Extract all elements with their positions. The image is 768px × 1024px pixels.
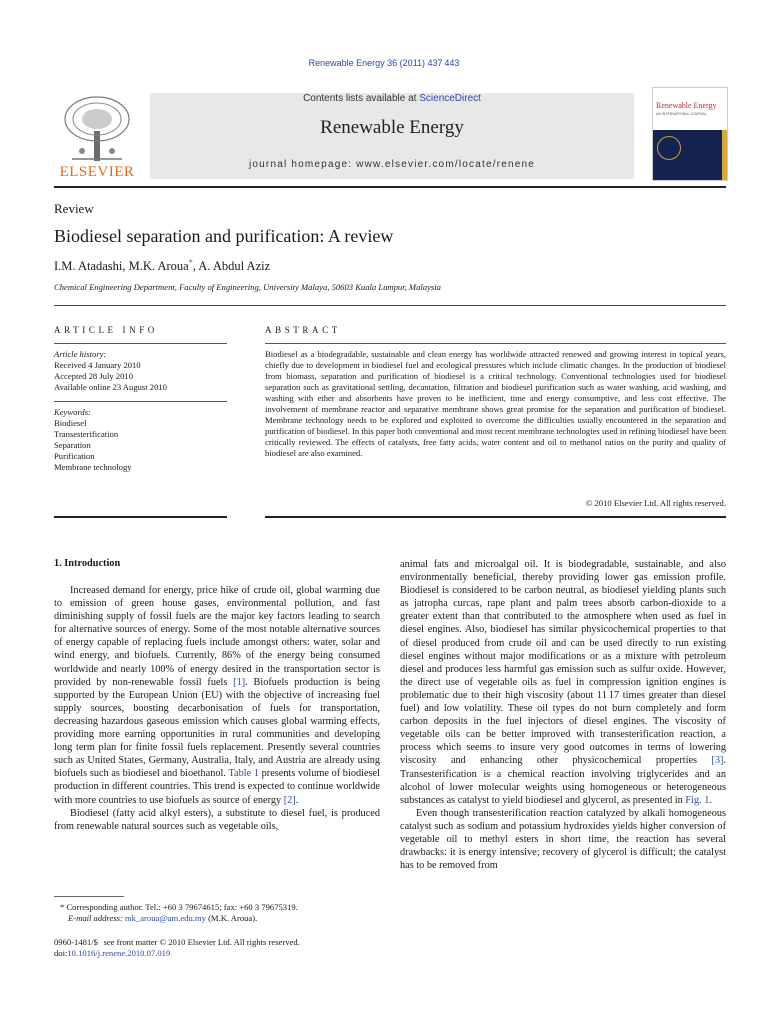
article-history bbox=[54, 349, 227, 393]
footnote-rule bbox=[54, 896, 124, 897]
corresponding-author-note: * Corresponding author. Tel.: +60 3 79674615; fax: +60 3 79675319. bbox=[60, 902, 298, 912]
article-info-heading: ARTICLE INFO bbox=[54, 325, 158, 335]
article-type: Review bbox=[54, 201, 94, 216]
journal-masthead bbox=[54, 87, 726, 181]
email-note bbox=[54, 913, 384, 924]
cover-seal-icon bbox=[657, 136, 681, 160]
text-run: . bbox=[709, 794, 712, 806]
email-suffix: (M.K. Aroua). bbox=[205, 913, 258, 923]
sciencedirect-link[interactable]: ScienceDirect bbox=[419, 93, 481, 104]
corresponding-author-mark[interactable]: * bbox=[188, 258, 193, 267]
paragraph: Even though transesterification reaction catalyzed by alkali homogeneous catalyst such as sodium and potassium hydroxides yields higher conversion of vegetable oil to methyl esters in short time, the reaction has several drawbacks: it is energy intensive; recovery of glycerol is difficult; the catalyst has to be removed from bbox=[400, 807, 726, 872]
doi-link[interactable]: 10.1016/j.renene.2010.07.019 bbox=[67, 948, 171, 958]
email-label: E-mail address: bbox=[68, 913, 125, 923]
doi-line bbox=[54, 948, 384, 959]
journal-cover-thumbnail[interactable] bbox=[652, 87, 728, 181]
paper-title: Biodiesel separation and purification: A review bbox=[54, 226, 394, 246]
abstract-heading: ABSTRACT bbox=[265, 325, 341, 335]
cover-title: Renewable Energy bbox=[656, 101, 717, 110]
keyword-item: Separation bbox=[54, 440, 91, 450]
keywords-block bbox=[54, 407, 227, 473]
article-info-rule bbox=[54, 343, 227, 344]
cover-subtitle: AN INTERNATIONAL JOURNAL bbox=[656, 112, 707, 116]
keyword-item: Purification bbox=[54, 451, 95, 461]
ref-link-3[interactable]: [3] bbox=[711, 755, 724, 767]
history-online: Available online 23 August 2010 bbox=[54, 382, 167, 392]
cover-stripe bbox=[722, 130, 727, 180]
section-heading-introduction: 1. Introduction bbox=[54, 558, 121, 569]
title-divider bbox=[54, 305, 726, 306]
text-run: . Biofuels production is being supported by the European Union (EU) with the objective of increasing fuel supply sources, boosting decarbonisation of fuels for transportation, decreasing hazardous gaseous emission which causes global warming effects, providing more earning opportunities in rural communities and developing long term plan for finite fossil fuels replacement. Presently several countries such as United States, Germany, Australia, Italy, and Austria are already using biofuels such as biodiesel and bioethanol. bbox=[54, 676, 380, 780]
keyword-item: Membrane technology bbox=[54, 462, 132, 472]
elsevier-logo-text: ELSEVIER bbox=[59, 164, 135, 180]
body-left-column bbox=[54, 584, 380, 833]
doi-label: doi: bbox=[54, 948, 68, 958]
table-1-link[interactable]: Table 1 bbox=[228, 768, 259, 780]
affiliation: Chemical Engineering Department, Faculty of Engineering, University Malaya, 50603 Kuala Lumpur, Malaysia bbox=[54, 282, 441, 292]
body-right-column bbox=[400, 558, 726, 872]
journal-title: Renewable Energy bbox=[320, 117, 464, 138]
paragraph bbox=[400, 558, 726, 807]
ref-link-1[interactable]: [1] bbox=[233, 676, 246, 688]
header-divider bbox=[54, 186, 726, 188]
abstract-text: Biodiesel as a biodegradable, sustainable and clean energy has worldwide attracted renewed and growing interest in topical years, chiefly due to development in biodiesel fuel and ecological pressures which include climatic changes. In the production of biodiesel from biomass, separation and purification of biodiesel is a critical technology. Conventional technologies used for biodiesel separation such as gravitational settling, decantation, filtration and biodiesel purification such as water washing, acid washing, and washing with ether and absorbents have proven to be inefficient, time and energy consumptive, and less cost effective. The involvement of membrane reactor and separative membrane shows great promise for the separation and purification of biodiesel. Membrane technology needs to be explored and exploited to overcome the difficulties usually encountered in the separation and purification of biodiesel. In this paper both conventional and most recent membrane technologies used in refining biodiesel have been critically reviewed. The effects of catalysts, free fatty acids, water content and oil to methanol ratios on the purity and quality of biodiesel are also examined. bbox=[265, 349, 726, 458]
keywords-label: Keywords: bbox=[54, 407, 91, 417]
elsevier-tree-icon bbox=[62, 93, 132, 163]
history-accepted: Accepted 28 July 2010 bbox=[54, 371, 133, 381]
abstract-bottom-rule bbox=[265, 516, 726, 518]
authors-first: I.M. Atadashi, M.K. Aroua bbox=[54, 259, 189, 274]
author-list bbox=[54, 258, 270, 274]
footnote-corresponding bbox=[54, 902, 384, 924]
history-received: Received 4 January 2010 bbox=[54, 360, 141, 370]
authors-rest: , A. Abdul Aziz bbox=[192, 259, 271, 274]
keyword-item: Transesterification bbox=[54, 429, 119, 439]
elsevier-logo[interactable] bbox=[54, 87, 140, 181]
text-run: . Transesterification is a chemical reaction involving triglycerides and an alcohol of lower molecular weights using homogeneous or heterogeneous substances as catalyst to yield biodiesel and glycerol, as presented in bbox=[400, 755, 726, 806]
contents-availability bbox=[150, 93, 634, 104]
contents-prefix: Contents lists available at bbox=[303, 93, 420, 104]
article-info-rule-2 bbox=[54, 401, 227, 402]
text-run: presents volume of biodiesel production in different countries. This trend is expected to continue worldwide with more countries to use biofuels as source of energy bbox=[54, 768, 380, 806]
text-run: Increased demand for energy, price hike of crude oil, global warming due to emission of green house gases, environmental pollution, and fast diminishing supply of fossil fuels are the major key factors leading to search for alternative sources of energy. Some of the most notable alternative sources of energy capable of replacing fuels include amongst others: water, solar and wind energy, and biofuels. Currently, 86% of the energy being consumed worldwide and nearly 100% of energy desired in the transportation sector is provided by non-renewable fossil fuels bbox=[54, 585, 380, 688]
abstract-copyright: © 2010 Elsevier Ltd. All rights reserved. bbox=[585, 498, 726, 508]
figure-1-link[interactable]: Fig. 1 bbox=[685, 794, 710, 806]
journal-homepage[interactable]: journal homepage: www.elsevier.com/locate/renene bbox=[248, 159, 536, 170]
email-link[interactable]: mk_aroua@um.edu.my bbox=[124, 913, 206, 923]
paragraph: Biodiesel (fatty acid alkyl esters), a substitute to diesel fuel, is produced from renewable natural sources such as vegetable oils, bbox=[54, 807, 380, 832]
history-label: Article history: bbox=[54, 349, 107, 359]
abstract-rule bbox=[265, 343, 726, 344]
journal-banner bbox=[150, 93, 634, 179]
text-run: animal fats and microalgal oil. It is biodegradable, sustainable, and also environmentally beneficial, thereby providing lower gas emission profile. Biodiesel is considered to be carbon neutral, as biodiesel yielding plants such as jatropha curcas, rape plant and palm trees absorb carbon-dioxide to a greater extent than that contributed to the atmosphere when used as fuel in diesel engines. Also, biodiesel has similar physicochemical properties to that of diesel produced from crude oil and can be used directly to run existing diesel engines without major modifications or as a mixture with petroleum diesel and produces less harmful gas emission such as sulfur oxide. However, the direct use of vegetable oils as fuel in compression ignition engines is problematic due to their high viscosity (about 11 17 times greater than diesel fuel) and low volatility. These oil types do not burn completely and form carbon deposits in the fuel injectors of diesel engines. The viscosity of vegetable oils can be better improved with transesterification reaction, a process which seems to insure very good outcomes in terms of lowering viscosity and enhancing other physicochemical properties bbox=[400, 559, 726, 767]
publication-info bbox=[54, 937, 384, 959]
keyword-item: Biodiesel bbox=[54, 418, 87, 428]
text-run: . bbox=[295, 794, 299, 806]
journal-citation[interactable]: Renewable Energy 36 (2011) 437 443 bbox=[308, 58, 460, 68]
ref-link-2[interactable]: [2] bbox=[283, 794, 296, 806]
article-info-bottom-rule bbox=[54, 516, 227, 518]
paragraph bbox=[54, 584, 380, 807]
issn-line: 0960-1481/$ see front matter © 2010 Elsevier Ltd. All rights reserved. bbox=[54, 937, 300, 947]
